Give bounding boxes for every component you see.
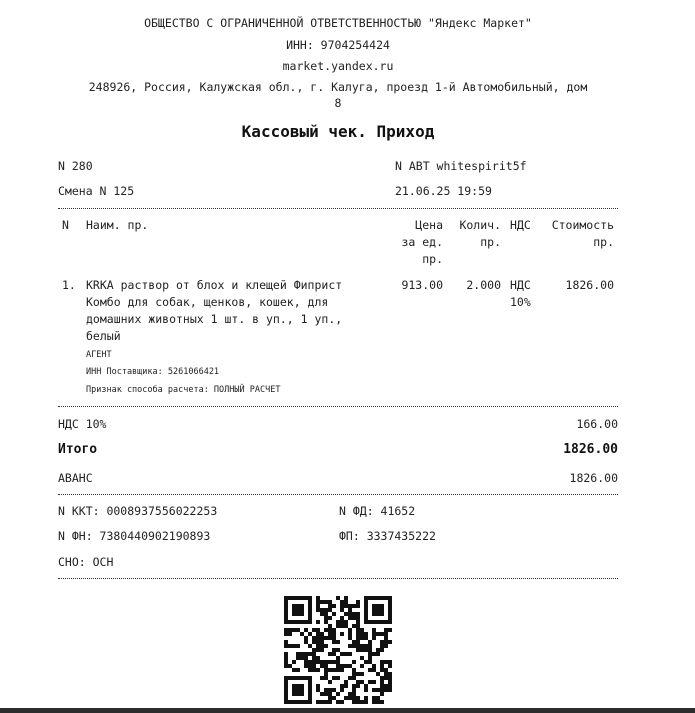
item-vat: НДС 10% [510, 278, 531, 309]
sno: СНО: ОСН [58, 555, 114, 569]
divider [58, 406, 618, 407]
col-header-name: Наим. пр. [86, 218, 149, 232]
shift-number: Смена N 125 [58, 184, 135, 198]
item-price: 913.00 [401, 278, 443, 292]
advance-value: 1826.00 [569, 471, 618, 485]
divider [58, 208, 618, 209]
divider [58, 494, 618, 495]
divider [58, 578, 618, 579]
page-bottom-edge [0, 708, 695, 713]
item-name: KRKA раствор от блох и клещей Фиприст Комбо для собак, щенков, кошек, для домашних животных 1 шт. в уп., 1 уп., белый [86, 278, 343, 343]
fd-number: N ФД: 41652 [339, 504, 416, 518]
col-header-cost: Стоимость пр. [551, 218, 614, 249]
vat-value: 166.00 [576, 417, 618, 431]
advance-label: АВАНС [58, 471, 93, 485]
vat-label: НДС 10% [58, 417, 107, 431]
col-header-qty: Колич. пр. [459, 218, 501, 249]
item-number: 1. [62, 278, 76, 292]
col-header-n: N [62, 218, 69, 232]
company-address-line1: 248926, Россия, Калужская обл., г. Калуга, проезд 1-й Автомобильный, дом [88, 80, 588, 94]
item-qty: 2.000 [466, 278, 501, 292]
company-inn: ИНН: 9704254424 [286, 38, 390, 52]
item-cost: 1826.00 [565, 278, 614, 292]
item-payment-method: Признак способа расчета: ПОЛНЫЙ РАСЧЕТ [86, 385, 281, 395]
col-header-vat: НДС [510, 218, 531, 232]
kkt-number: N ККТ: 0008937556022253 [58, 504, 218, 518]
col-header-price: Цена за ед. пр. [401, 218, 443, 266]
company-site: market.yandex.ru [282, 59, 394, 73]
receipt-number: N 280 [58, 159, 93, 173]
company-name: ОБЩЕСТВО С ОГРАНИЧЕННОЙ ОТВЕТСТВЕННОСТЬЮ "Яндекс Маркет" [144, 16, 532, 30]
fn-number: N ФН: 7380440902190893 [58, 529, 211, 543]
receipt-title: Кассовый чек. Приход [241, 122, 435, 141]
fp-number: ФП: 3337435222 [339, 529, 436, 543]
item-agent: АГЕНТ [86, 350, 112, 360]
company-address-line2: 8 [334, 96, 342, 110]
terminal-id: N АВТ whitespirit5f [395, 159, 527, 173]
total-label: Итого [58, 442, 98, 457]
receipt-datetime: 21.06.25 19:59 [395, 184, 492, 198]
total-value: 1826.00 [563, 442, 618, 457]
item-supplier-inn: ИНН Поставщика: 5261066421 [86, 367, 220, 377]
qr-code-icon [284, 596, 392, 704]
